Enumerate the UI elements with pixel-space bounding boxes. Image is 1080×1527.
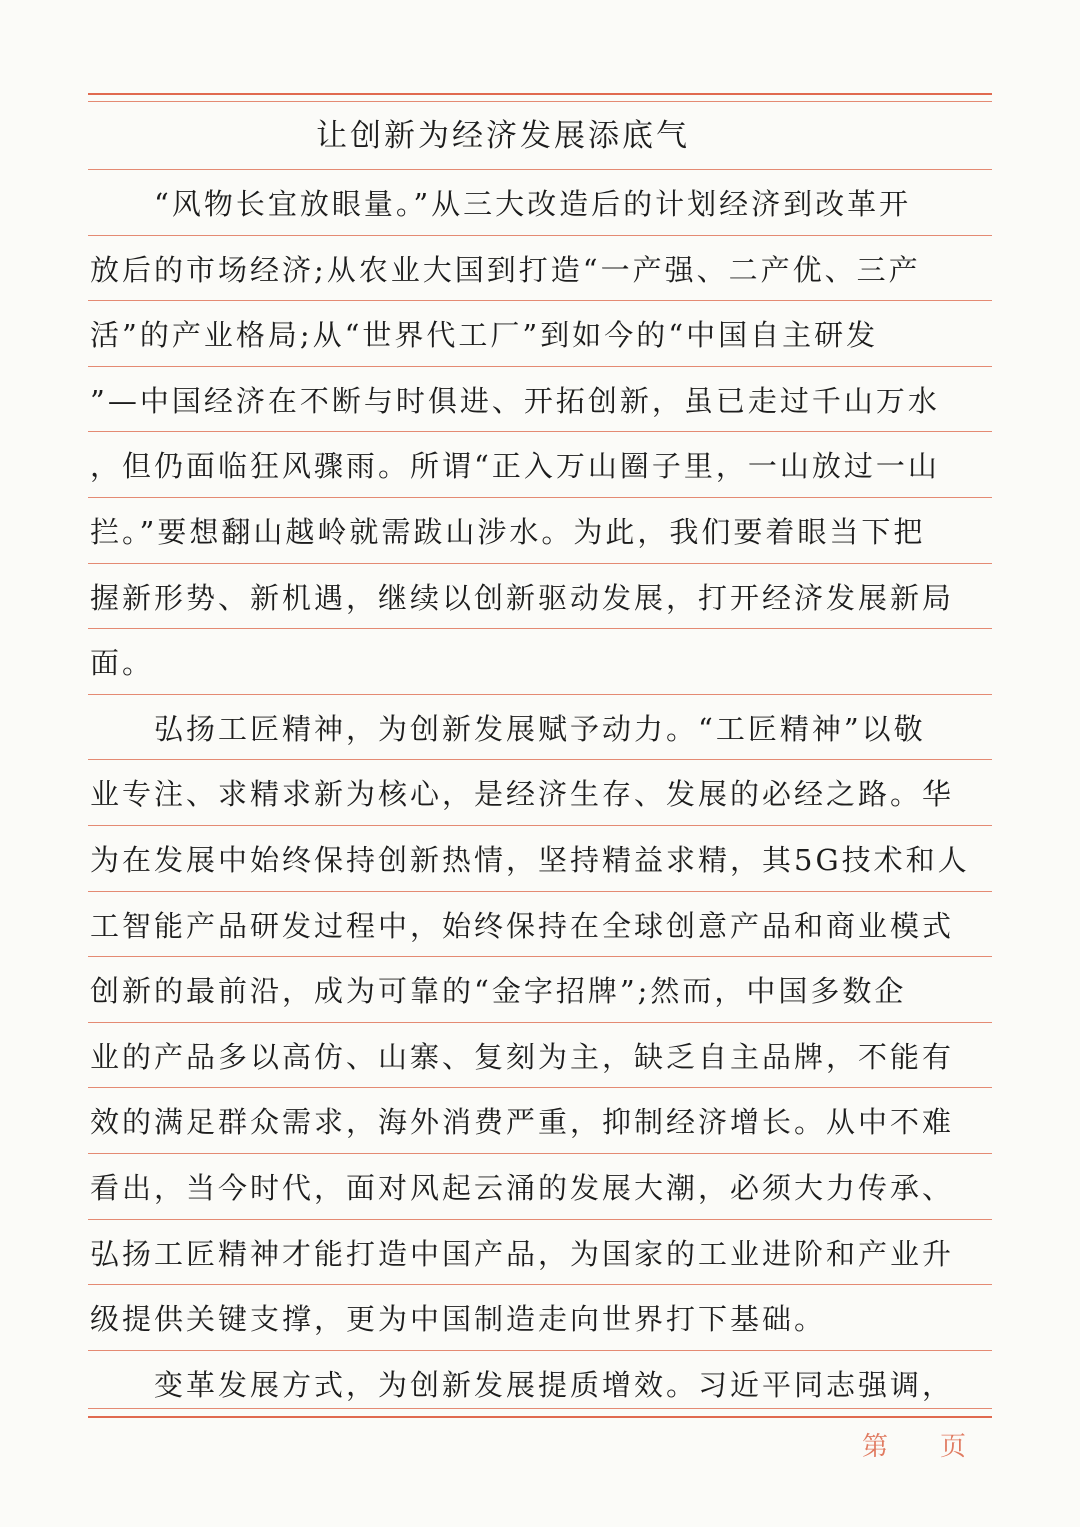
ruled-line [88,694,992,695]
ruled-line [88,628,992,629]
ruled-line [88,891,992,892]
ruled-line [88,235,992,236]
footer-ye: 页 [940,1432,967,1462]
essay-line: 拦。”要想翻山越岭就需跋山涉水。为此，我们要着眼当下把 [90,515,926,549]
essay-line: 级提供关键支撑，更为中国制造走向世界打下基础。 [90,1302,827,1337]
essay-line: 弘扬工匠精神，为创新发展赋予动力。“工匠精神”以敬 [90,711,926,746]
ruled-line [88,825,992,826]
essay-line: 创新的最前沿，成为可靠的“金字招牌”;然而，中国多数企 [90,974,907,1009]
ruled-line [88,1350,992,1351]
bottom-border-rule-inner [88,1408,992,1409]
essay-line: 变革发展方式，为创新发展提质增效。习近平同志强调， [90,1367,955,1402]
essay-line: 工智能产品研发过程中，始终保持在全球创意产品和商业模式 [90,908,955,943]
top-border-rule-inner [88,101,992,102]
ruled-line [88,1219,992,1220]
ruled-line [88,431,992,432]
ruled-line [88,169,992,170]
ruled-line [88,759,992,760]
ruled-line [88,1022,992,1023]
essay-line: 握新形势、新机遇，继续以创新驱动发展，打开经济发展新局 [90,580,955,615]
ruled-line [88,1153,992,1154]
essay-line: ”—中国经济在不断与时俱进、开拓创新，虽已走过千山万水 [90,383,940,418]
bottom-border-rule [88,1416,992,1418]
essay-line: 业专注、求精求新为核心，是经济生存、发展的必经之路。华 [90,777,955,812]
essay-line: 弘扬工匠精神才能打造中国产品，为国家的工业进阶和产业升 [90,1236,955,1271]
essay-line: 效的满足群众需求，海外消费严重，抑制经济增长。从中不难 [90,1105,955,1140]
essay-title: 让创新为经济发展添底气 [316,118,690,154]
essay-line: “风物长宜放眼量。”从三大改造后的计划经济到改革开 [90,187,912,221]
essay-line: ，但仍面临狂风骤雨。所谓“正入万山圈子里，一山放过一山 [90,449,940,484]
essay-line: 放后的市场经济;从农业大国到打造“一产强、二产优、三产 [90,252,921,287]
top-border-rule [88,93,992,95]
ruled-line [88,563,992,564]
ruled-line [88,1284,992,1285]
essay-line: 业的产品多以高仿、山寨、复刻为主，缺乏自主品牌，不能有 [90,1039,955,1074]
ruled-line [88,300,992,301]
essay-line: 活”的产业格局;从“世界代工厂”到如今的“中国自主研发 [90,318,879,353]
ruled-line [88,956,992,957]
ruled-line [88,497,992,498]
ruled-line [88,1087,992,1088]
essay-line: 面。 [90,646,155,681]
essay-line: 看出，当今时代，面对风起云涌的发展大潮，必须大力传承、 [90,1171,955,1205]
ruled-line [88,366,992,367]
footer-di: 第 [862,1432,889,1462]
essay-line: 为在发展中始终保持创新热情，坚持精益求精，其5G技术和人 [90,843,970,877]
